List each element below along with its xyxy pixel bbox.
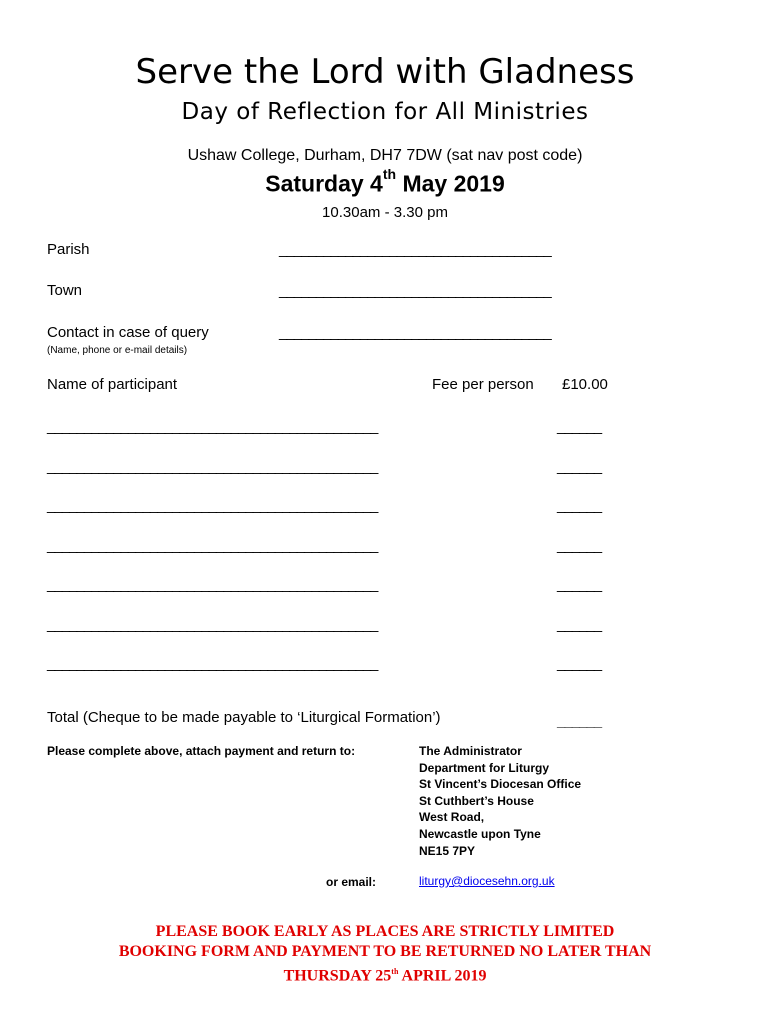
participant-name-field[interactable]: _____________________________________________ bbox=[47, 497, 378, 514]
participant-header: Name of participant bbox=[47, 376, 178, 393]
date-day: Saturday 4 bbox=[265, 170, 383, 197]
contact-note: (Name, phone or e-mail details) bbox=[47, 345, 188, 356]
notice-line-3 bbox=[0, 962, 770, 986]
fee-value: £10.00 bbox=[562, 376, 608, 393]
total-label: Total (Cheque to be made payable to ‘Liturgical Formation’) bbox=[47, 709, 441, 726]
parish-field[interactable]: _____________________________________ bbox=[279, 241, 551, 258]
address-line: Department for Liturgy bbox=[419, 760, 550, 775]
notice-line-3-suffix: th bbox=[391, 967, 399, 976]
participant-fee-field[interactable]: ______ bbox=[557, 576, 602, 593]
address-line: West Road, bbox=[419, 810, 485, 825]
participant-fee-field[interactable]: ______ bbox=[557, 418, 602, 435]
notice-line-3-start: THURSDAY 25 bbox=[283, 967, 392, 985]
participant-name-field[interactable]: _____________________________________________ bbox=[47, 655, 378, 672]
address-line: Newcastle upon Tyne bbox=[419, 826, 541, 841]
event-time: 10.30am - 3.30 pm bbox=[322, 204, 448, 221]
event-date bbox=[0, 166, 770, 198]
participant-fee-field[interactable]: ______ bbox=[557, 497, 602, 514]
total-field[interactable]: ______ bbox=[557, 713, 602, 730]
participant-fee-field[interactable]: ______ bbox=[557, 655, 602, 672]
address-line: The Administrator bbox=[419, 744, 522, 758]
venue-text: Ushaw College, Durham, DH7 7DW (sat nav post code) bbox=[187, 147, 583, 164]
email-label: or email: bbox=[326, 875, 377, 889]
participant-name-field[interactable]: _____________________________________________ bbox=[47, 418, 378, 435]
address-line: NE15 7PY bbox=[419, 843, 476, 858]
participant-name-field[interactable]: _____________________________________________ bbox=[47, 576, 378, 593]
booking-notice bbox=[0, 922, 770, 986]
page-title: Serve the Lord with Gladness bbox=[135, 52, 635, 92]
contact-label: Contact in case of query bbox=[47, 324, 209, 341]
contact-field[interactable]: _____________________________________ bbox=[279, 324, 551, 341]
fee-header: Fee per person bbox=[432, 376, 534, 393]
page-subtitle: Day of Reflection for All Ministries bbox=[181, 99, 589, 125]
email-link[interactable]: liturgy@diocesehn.org.uk bbox=[419, 874, 555, 888]
parish-label: Parish bbox=[47, 241, 90, 258]
date-suffix: th bbox=[382, 166, 397, 182]
notice-line-1: PLEASE BOOK EARLY AS PLACES ARE STRICTLY LIMITED bbox=[155, 923, 615, 940]
address-line: St Cuthbert’s House bbox=[419, 793, 534, 808]
return-instruction: Please complete above, attach payment and return to: bbox=[47, 744, 356, 758]
participant-fee-field[interactable]: ______ bbox=[557, 536, 602, 554]
participant-name-field[interactable]: _____________________________________________ bbox=[47, 536, 378, 554]
participant-fee-field[interactable]: ______ bbox=[557, 615, 602, 633]
town-field[interactable]: _____________________________________ bbox=[279, 282, 551, 299]
town-label: Town bbox=[47, 282, 83, 299]
date-month-year: May 2019 bbox=[396, 170, 505, 197]
participant-name-field[interactable]: _____________________________________________ bbox=[47, 457, 378, 475]
participant-name-field[interactable]: _____________________________________________ bbox=[47, 615, 378, 633]
notice-line-2: BOOKING FORM AND PAYMENT TO BE RETURNED NO LATER THAN bbox=[118, 943, 652, 960]
participant-fee-field[interactable]: ______ bbox=[557, 457, 602, 475]
return-address bbox=[419, 743, 581, 859]
notice-line-3-end: APRIL 2019 bbox=[398, 967, 487, 985]
address-line: St Vincent’s Diocesan Office bbox=[419, 777, 582, 792]
